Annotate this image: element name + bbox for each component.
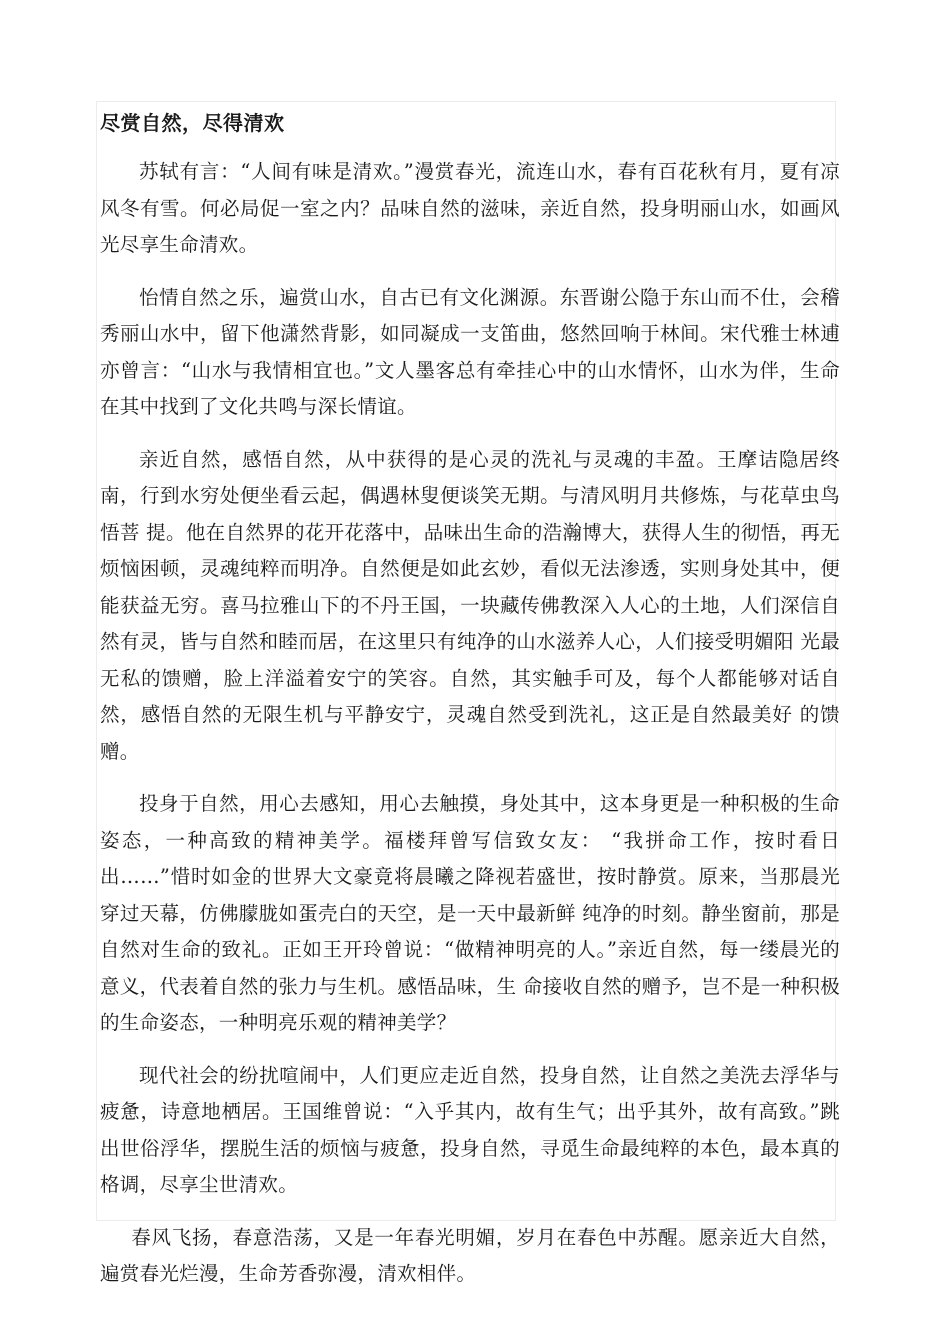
paragraph-6: 春风飞扬，春意浩荡，又是一年春光明媚，岁月在春色中苏醒。愿亲近大自然，遍赏春光烂漫，生命芳香弥漫，清欢相伴。 bbox=[100, 1225, 840, 1285]
paragraph-1: 苏轼有言：“人间有味是清欢。”漫赏春光，流连山水，春有百花秋有月，夏有凉风冬有雪。何必局促一室之内？品味自然的滋味，亲近自然，投身明丽山水，如画风光尽享生命清欢。 bbox=[100, 160, 840, 256]
article bbox=[100, 108, 840, 1293]
paragraph-5: 现代社会的纷扰喧闹中，人们更应走近自然，投身自然，让自然之美洗去浮华与疲惫，诗意地栖居。王国维曾说：“入乎其内，故有生气；出乎其外，故有高致。”跳出世俗浮华，摆脱生活的烦恼与疲惫，投身自然，寻觅生命最纯粹的本色，最本真的格调，尽享尘世清欢。 bbox=[100, 1063, 840, 1196]
paragraph-4: 投身于自然，用心去感知，用心去触摸，身处其中，这本身更是一种积极的生命姿态，一种高致的精神美学。福楼拜曾写信致女友： “我拼命工作，按时看日出……”惜时如金的世界大文豪竟将晨曦之降视若盛世，按时静赏。原来，当那晨光穿过天幕，仿佛朦胧如蛋壳白的天空，是一天中最新鲜 纯净的时刻。静坐窗前，那是自然对生命的致礼。正如王开玲曾说：“做精神明亮的人。”亲近自然，每一缕晨光的意义，代表着自然的张力与生机。感悟品味，生 命接收自然的赠予，岂不是一种积极的生命姿态，一种明亮乐观的精神美学？ bbox=[100, 792, 840, 1034]
paragraph-3: 亲近自然，感悟自然，从中获得的是心灵的洗礼与灵魂的丰盈。王摩诘隐居终南，行到水穷处便坐看云起，偶遇林叟便谈笑无期。与清风明月共修炼，与花草虫鸟悟菩 提。他在自然界的花开花落中，品味出生命的浩瀚博大，获得人生的彻悟，再无烦恼困顿，灵魂纯粹而明净。自然便是如此玄妙，看似无法渗透，实则身处其中，便 能获益无穷。喜马拉雅山下的不丹王国，一块藏传佛教深入人心的土地，人们深信自然有灵，皆与自然和睦而居，在这里只有纯净的山水滋养人心，人们接受明媚阳 光最无私的馈赠，脸上洋溢着安宁的笑容。自然，其实触手可及，每个人都能够对话自然，感悟自然的无限生机与平静安宁，灵魂自然受到洗礼，这正是自然最美好 的馈赠。 bbox=[100, 447, 840, 763]
article-title: 尽赏自然，尽得清欢 bbox=[100, 111, 285, 135]
paragraph-2: 怡情自然之乐，遍赏山水，自古已有文化渊源。东晋谢公隐于东山而不仕，会稽秀丽山水中，留下他潇然背影，如同凝成一支笛曲，悠然回响于林间。宋代雅士林逋亦曾言：“山水与我情相宜也。”文人墨客总有牵挂心中的山水情怀，山水为伴，生命在其中找到了文化共鸣与深长情谊。 bbox=[100, 285, 840, 418]
